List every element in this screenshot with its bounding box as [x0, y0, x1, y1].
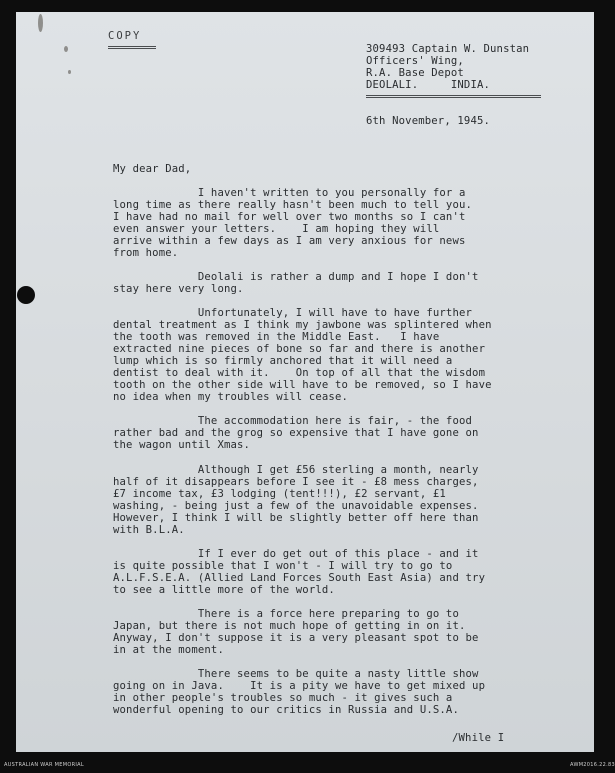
- salutation: My dear Dad,: [113, 163, 192, 175]
- body-line: Japan, but there is not much hope of getting in on it.: [113, 619, 466, 632]
- body-line: half of it disappears before I see it - £8 mess charges,: [113, 475, 479, 488]
- body-line: going on in Java. It is a pity we have to get mixed up: [113, 679, 486, 692]
- body-line: Unfortunately, I will have to have further: [113, 307, 473, 320]
- continuation-mark: /While I: [452, 732, 505, 744]
- body-line: Deolali is rather a dump and I hope I don't: [113, 271, 479, 284]
- body-line: lump which is so firmly anchored that it will need a: [113, 355, 453, 368]
- body-line: is quite possible that I won't - I will try to go to: [113, 559, 453, 572]
- body-line: If I ever do get out of this place - and it: [113, 547, 479, 560]
- body-line: extracted nine pieces of bone so far and there is another: [113, 343, 486, 356]
- body-line: from home.: [113, 247, 179, 260]
- body-line: dental treatment as I think my jawbone was splintered when: [113, 319, 492, 332]
- ink-stain: [38, 14, 43, 32]
- body-line: A.L.F.S.E.A. (Allied Land Forces South East Asia) and try: [113, 571, 486, 584]
- footer-reference: AWM2016.22.83: [570, 762, 615, 768]
- body-line: with B.L.A.: [113, 523, 185, 536]
- ink-stain: [64, 46, 68, 52]
- body-line: arrive within a few days as I am very anxious for news: [113, 235, 466, 248]
- address-line: DEOLALI. INDIA.: [366, 79, 491, 91]
- address-underline: [366, 95, 541, 98]
- address-line: R.A. Base Depot: [366, 67, 464, 79]
- body-line: in at the moment.: [113, 643, 224, 656]
- letter-date: 6th November, 1945.: [366, 115, 491, 127]
- body-line: Although I get £56 sterling a month, nearly: [113, 463, 479, 476]
- body-line: tooth on the other side will have to be removed, so I have: [113, 379, 492, 392]
- body-line: in other people's troubles so much - it gives such a: [113, 691, 453, 704]
- body-line: rather bad and the grog so expensive that I have gone on: [113, 427, 479, 440]
- body-line: even answer your letters. I am hoping they will: [113, 223, 440, 236]
- body-line: The accommodation here is fair, - the food: [113, 415, 473, 428]
- body-line: the tooth was removed in the Middle East. I have: [113, 331, 440, 344]
- body-line: £7 income tax, £3 lodging (tent!!!), £2 servant, £1: [113, 487, 446, 500]
- body-line: long time as there really hasn't been much to tell you.: [113, 199, 473, 211]
- body-line: to see a little more of the world.: [113, 583, 335, 596]
- copy-underline: [108, 46, 156, 49]
- footer-archive: AUSTRALIAN WAR MEMORIAL: [4, 762, 84, 768]
- punch-hole: [17, 286, 35, 304]
- address-line: 309493 Captain W. Dunstan: [366, 43, 530, 55]
- body-line: dentist to deal with it. On top of all that the wisdom: [113, 367, 486, 380]
- body-line: However, I think I will be slightly better off here than: [113, 511, 479, 524]
- body-line: I have had no mail for well over two months so I can't: [113, 211, 466, 223]
- body-line: wonderful opening to our critics in Russia and U.S.A.: [113, 703, 459, 716]
- address-line: Officers' Wing,: [366, 55, 464, 67]
- body-line: There is a force here preparing to go to: [113, 607, 459, 620]
- body-line: Anyway, I don't suppose it is a very pleasant spot to be: [113, 631, 479, 644]
- body-line: no idea when my troubles will cease.: [113, 391, 349, 404]
- body-line: the wagon until Xmas.: [113, 439, 251, 452]
- ink-stain: [68, 70, 71, 74]
- body-line: stay here very long.: [113, 283, 244, 296]
- body-line: washing, - being just a few of the unavoidable expenses.: [113, 499, 479, 512]
- body-line: I haven't written to you personally for a: [113, 187, 466, 199]
- body-line: There seems to be quite a nasty little show: [113, 667, 479, 680]
- copy-stamp: COPY: [108, 30, 142, 42]
